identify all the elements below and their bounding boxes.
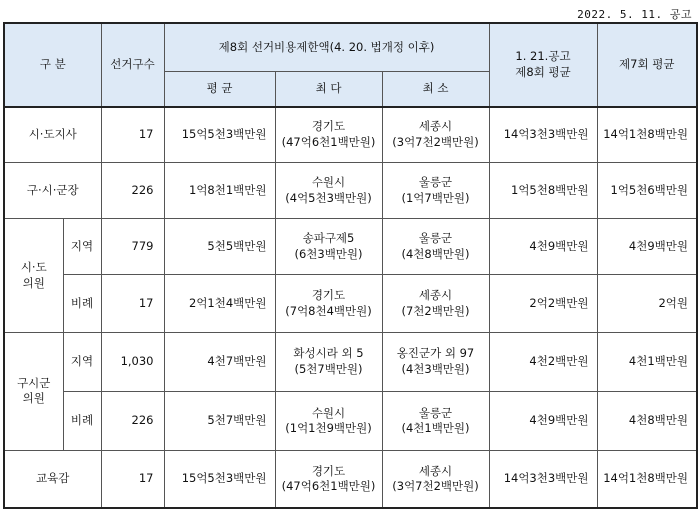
row-subcategory: 비례 xyxy=(63,275,101,332)
max-amount: (6천3백만원) xyxy=(294,246,363,261)
row-average: 15억5천3백만원 xyxy=(164,107,275,163)
row-seventh-average: 1억5천6백만원 xyxy=(597,163,697,219)
min-amount: (4천1백만원) xyxy=(401,421,470,436)
header-average: 평 균 xyxy=(164,72,275,107)
row-min xyxy=(382,219,489,275)
row-average: 4천7백만원 xyxy=(164,332,275,391)
max-amount: (7억8천4백만원) xyxy=(285,303,372,318)
table-row xyxy=(4,391,697,450)
row-min xyxy=(382,163,489,219)
header-seventh-average: 제7회 평균 xyxy=(597,23,697,107)
table-row xyxy=(4,219,697,275)
table-row xyxy=(4,163,697,219)
row-districts: 1,030 xyxy=(101,332,164,391)
row-category: 시·도 의원 xyxy=(4,219,63,332)
row-min xyxy=(382,107,489,163)
row-subcategory: 지역 xyxy=(63,332,101,391)
min-amount: (7천2백만원) xyxy=(401,303,470,318)
row-districts: 17 xyxy=(101,451,164,508)
row-category: 시·도지사 xyxy=(4,107,101,163)
row-max xyxy=(275,163,382,219)
row-seventh-average: 4천9백만원 xyxy=(597,219,697,275)
max-region: 화성시라 외 5 xyxy=(293,346,364,361)
header-min: 최 소 xyxy=(382,72,489,107)
max-amount: (47억6천1백만원) xyxy=(281,134,376,149)
row-seventh-average: 4천1백만원 xyxy=(597,332,697,391)
table-row xyxy=(4,332,697,391)
max-region: 경기도 xyxy=(311,288,346,303)
row-max xyxy=(275,451,382,508)
row-average: 15억5천3백만원 xyxy=(164,451,275,508)
row-districts: 779 xyxy=(101,219,164,275)
max-amount: (47억6천1백만원) xyxy=(281,479,376,494)
row-seventh-average: 2억원 xyxy=(597,275,697,332)
row-category: 교육감 xyxy=(4,451,101,508)
row-max xyxy=(275,275,382,332)
max-amount: (4억5천3백만원) xyxy=(285,190,372,205)
min-amount: (4천3백만원) xyxy=(401,361,470,376)
max-region: 경기도 xyxy=(311,119,346,134)
min-amount: (4천8백만원) xyxy=(401,246,470,261)
min-region: 옹진군가 외 97 xyxy=(396,346,475,361)
row-min xyxy=(382,451,489,508)
row-average: 5천7백만원 xyxy=(164,391,275,450)
header-max: 최 다 xyxy=(275,72,382,107)
row-seventh-average: 4천8백만원 xyxy=(597,391,697,450)
header-limit-group: 제8회 선거비용제한액(4. 20. 법개정 이후) xyxy=(164,23,489,72)
row-districts: 17 xyxy=(101,275,164,332)
row-jan-average: 4천2백만원 xyxy=(489,332,597,391)
min-region: 울릉군 xyxy=(418,405,453,420)
row-max xyxy=(275,219,382,275)
max-region: 송파구제5 xyxy=(302,231,355,246)
min-region: 세종시 xyxy=(418,288,453,303)
row-max xyxy=(275,107,382,163)
row-min xyxy=(382,275,489,332)
header-jan-average: 1. 21.공고 제8회 평균 xyxy=(489,23,597,107)
max-amount: (1억1천9백만원) xyxy=(285,421,372,436)
row-districts: 17 xyxy=(101,107,164,163)
header-category: 구 분 xyxy=(4,23,101,107)
announcement-date: 2022. 5. 11. 공고 xyxy=(577,8,692,21)
row-subcategory: 지역 xyxy=(63,219,101,275)
table-row xyxy=(4,275,697,332)
max-region: 수원시 xyxy=(311,175,346,190)
row-max xyxy=(275,332,382,391)
row-average: 5천5백만원 xyxy=(164,219,275,275)
row-max xyxy=(275,391,382,450)
min-region: 세종시 xyxy=(418,463,453,478)
row-min xyxy=(382,332,489,391)
min-amount: (1억7백만원) xyxy=(401,190,470,205)
row-min xyxy=(382,391,489,450)
row-jan-average: 4천9백만원 xyxy=(489,391,597,450)
table-row xyxy=(4,451,697,508)
min-region: 세종시 xyxy=(418,119,453,134)
row-category: 구·시·군장 xyxy=(4,163,101,219)
min-region: 울릉군 xyxy=(418,231,453,246)
row-jan-average: 2억2백만원 xyxy=(489,275,597,332)
row-subcategory: 비례 xyxy=(63,391,101,450)
row-jan-average: 14억3천3백만원 xyxy=(489,451,597,508)
max-region: 경기도 xyxy=(311,463,346,478)
row-jan-average: 1억5천8백만원 xyxy=(489,163,597,219)
row-average: 1억8천1백만원 xyxy=(164,163,275,219)
row-jan-average: 14억3천3백만원 xyxy=(489,107,597,163)
min-region: 울릉군 xyxy=(418,175,453,190)
election-cost-limit-table xyxy=(3,22,698,509)
row-districts: 226 xyxy=(101,163,164,219)
row-category: 구시군 의원 xyxy=(4,332,63,451)
min-amount: (3억7천2백만원) xyxy=(392,134,479,149)
max-amount: (5천7백만원) xyxy=(294,361,363,376)
table-row xyxy=(4,107,697,163)
row-average: 2억1천4백만원 xyxy=(164,275,275,332)
row-districts: 226 xyxy=(101,391,164,450)
row-seventh-average: 14억1천8백만원 xyxy=(597,451,697,508)
header-districts: 선거구수 xyxy=(101,23,164,107)
min-amount: (3억7천2백만원) xyxy=(392,479,479,494)
row-seventh-average: 14억1천8백만원 xyxy=(597,107,697,163)
row-jan-average: 4천9백만원 xyxy=(489,219,597,275)
max-region: 수원시 xyxy=(311,405,346,420)
